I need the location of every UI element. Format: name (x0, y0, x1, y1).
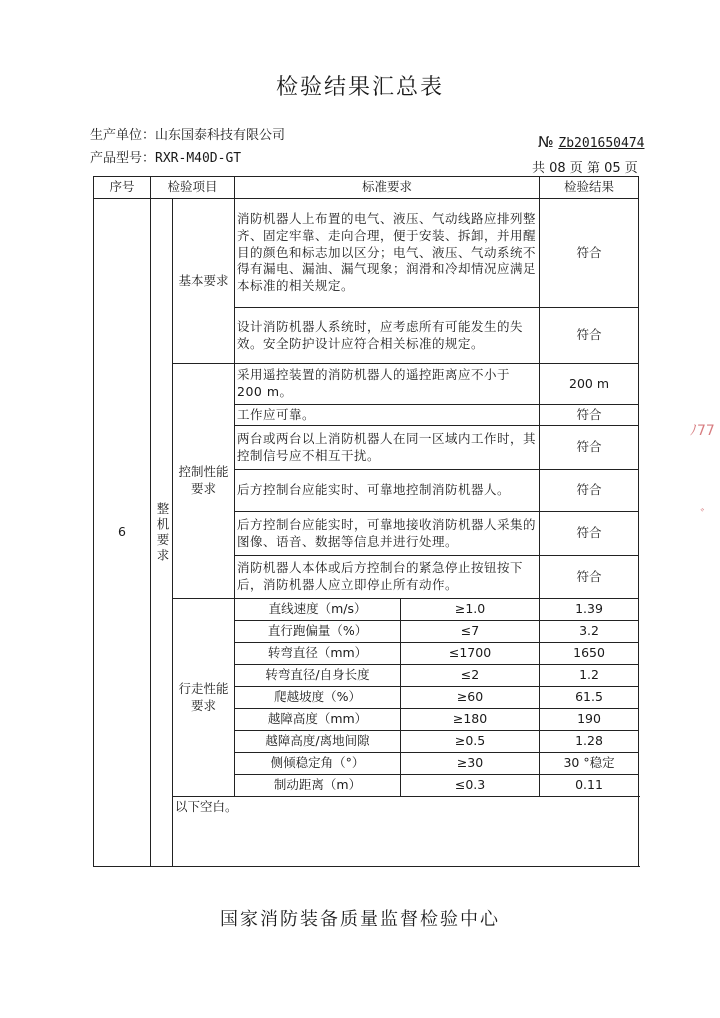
result-value: 符合 (540, 405, 639, 426)
model-line (90, 147, 241, 166)
param-requirement: ≥1.0 (401, 599, 540, 621)
standard-text: 设计消防机器人系统时，应考虑所有可能发生的失效。安全防护设计应符合相关标准的规定。 (235, 308, 540, 364)
model-value: RXR-M40D-GT (155, 151, 242, 166)
doc-number-value: Zb201650474 (558, 136, 645, 151)
result-value: 1.39 (540, 599, 639, 621)
standard-text: 工作应可靠。 (235, 405, 540, 426)
producer-label: 生产单位： (90, 128, 156, 143)
param-name: 转弯直径/自身长度 (235, 665, 401, 687)
col-seq: 序号 (94, 177, 151, 199)
blank-row (94, 797, 639, 867)
table-row (94, 199, 639, 308)
seal-edge-mark: ﾞ (700, 508, 707, 524)
travel-section-label: 行走性能要求 (173, 599, 235, 797)
param-name: 直线速度（m/s） (235, 599, 401, 621)
param-name: 侧倾稳定角（°） (235, 753, 401, 775)
result-value: 符合 (540, 308, 639, 364)
result-value: 0.11 (540, 775, 639, 797)
result-value: 符合 (540, 512, 639, 556)
param-requirement: ≤7 (401, 621, 540, 643)
table-row (94, 599, 639, 621)
basic-section-label: 基本要求 (173, 199, 235, 364)
group-cell (151, 199, 173, 867)
group-label: 整机要求 (154, 501, 170, 564)
seq-number: 6 (94, 199, 151, 867)
col-item: 检验项目 (151, 177, 235, 199)
doc-number (538, 133, 644, 151)
param-requirement: ≤2 (401, 665, 540, 687)
col-standard: 标准要求 (235, 177, 540, 199)
standard-text: 消防机器人上布置的电气、液压、气动线路应排列整齐、固定牢靠、走向合理，便于安装、拆卸，并用醒目的颜色和标志加以区分；电气、液压、气动系统不得有漏电、漏油、漏气现象；润滑和冷却情况应满足本标准的相关规定。 (235, 199, 540, 308)
param-requirement: ≥0.5 (401, 731, 540, 753)
param-name: 转弯直径（mm） (235, 643, 401, 665)
result-value: 符合 (540, 556, 639, 599)
table-header-row (94, 177, 639, 199)
param-name: 制动距离（m） (235, 775, 401, 797)
param-name: 越障高度（mm） (235, 709, 401, 731)
seal-edge-mark: ﾉ77 (690, 423, 715, 439)
param-name: 越障高度/离地间隙 (235, 731, 401, 753)
result-value: 符合 (540, 199, 639, 308)
result-value: 1650 (540, 643, 639, 665)
param-requirement: ≥180 (401, 709, 540, 731)
standard-text: 两台或两台以上消防机器人在同一区域内工作时，其控制信号应不相互干扰。 (235, 426, 540, 470)
param-name: 爬越坡度（%） (235, 687, 401, 709)
param-requirement: ≥60 (401, 687, 540, 709)
param-requirement: ≥30 (401, 753, 540, 775)
issuer-footer: 国家消防装备质量监督检验中心 (220, 909, 500, 930)
model-label: 产品型号： (90, 151, 156, 166)
number-symbol: № (538, 133, 554, 151)
results-table (93, 176, 639, 867)
result-value: 61.5 (540, 687, 639, 709)
producer-value: 山东国泰科技有限公司 (155, 128, 286, 143)
param-requirement: ≤0.3 (401, 775, 540, 797)
standard-text: 消防机器人本体或后方控制台的紧急停止按钮按下后，消防机器人应立即停止所有动作。 (235, 556, 540, 599)
page-title: 检验结果汇总表 (275, 75, 444, 100)
result-value: 30 °稳定 (540, 753, 639, 775)
page-info: 共 08 页 第 05 页 (532, 161, 638, 176)
result-value: 3.2 (540, 621, 639, 643)
producer-line (90, 124, 285, 143)
result-value: 1.28 (540, 731, 639, 753)
col-result: 检验结果 (540, 177, 639, 199)
standard-text: 采用遥控装置的消防机器人的遥控距离应不小于 200 m。 (235, 364, 540, 405)
standard-text: 后方控制台应能实时，可靠地接收消防机器人采集的图像、语音、数据等信息并进行处理。 (235, 512, 540, 556)
result-value: 符合 (540, 470, 639, 512)
blank-note: 以下空白。 (173, 797, 639, 867)
standard-text: 后方控制台应能实时、可靠地控制消防机器人。 (235, 470, 540, 512)
result-value: 1.2 (540, 665, 639, 687)
result-value: 符合 (540, 426, 639, 470)
result-value: 200 m (540, 364, 639, 405)
param-name: 直行跑偏量（%） (235, 621, 401, 643)
control-section-label: 控制性能要求 (173, 364, 235, 599)
table-row (94, 364, 639, 405)
param-requirement: ≤1700 (401, 643, 540, 665)
result-value: 190 (540, 709, 639, 731)
